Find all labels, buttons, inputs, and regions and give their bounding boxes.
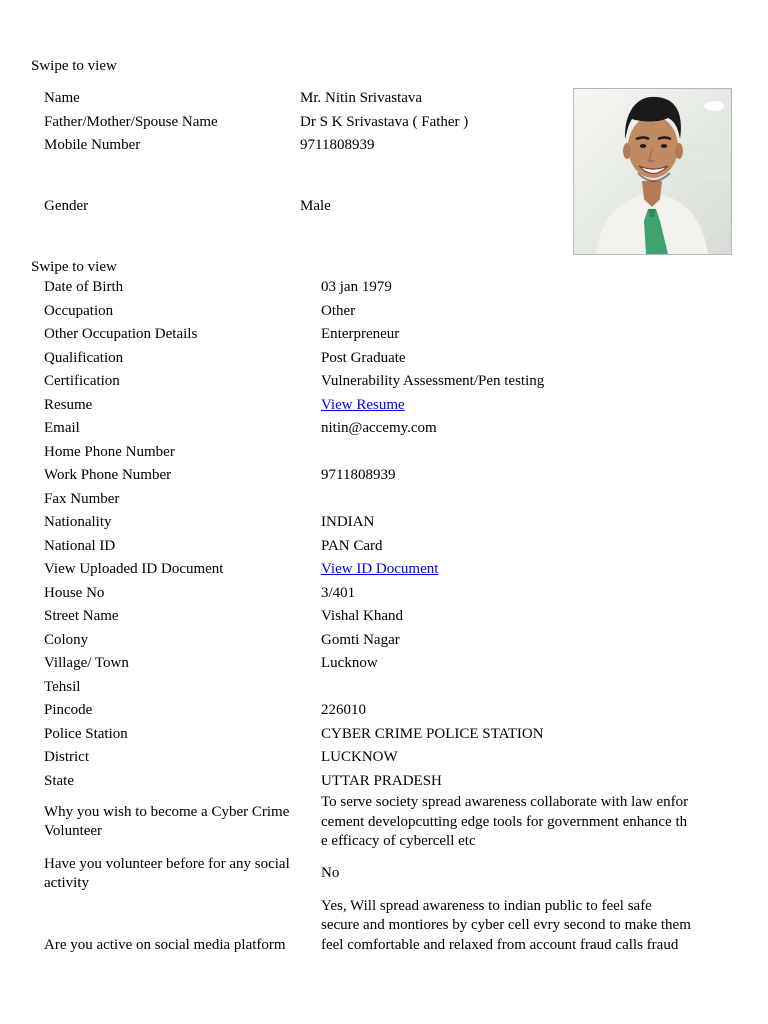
state-value: UTTAR PRADESH [321, 772, 442, 789]
table-row [44, 134, 562, 158]
district-value: LUCKNOW [321, 749, 398, 765]
table-row [44, 488, 731, 512]
swipe-hint: Swipe to view [31, 58, 117, 74]
occupation-label: Occupation [44, 302, 114, 319]
name-value: Mr. Nitin Srivastava [300, 90, 423, 106]
dob-label: Date of Birth [44, 279, 124, 295]
qualification-value: Post Graduate [321, 349, 406, 366]
view-resume-link[interactable]: View Resume [321, 396, 405, 413]
spacer-row [44, 158, 562, 196]
home-phone-value [321, 441, 731, 465]
occupation-value: Other [321, 302, 356, 319]
table-row [44, 347, 731, 371]
pincode-value: 226010 [321, 702, 366, 718]
guardian-name-label: Father/Mother/Spouse Name [44, 113, 218, 130]
tehsil-label: Tehsil [44, 678, 81, 695]
table-row [44, 605, 731, 629]
why-volunteer-value-line2: cement developcutting edge tools for government enhance th [321, 813, 688, 830]
table-row [44, 370, 731, 394]
certification-label: Certification [44, 373, 120, 389]
mobile-label: Mobile Number [44, 137, 141, 153]
social-media-value [321, 894, 731, 956]
table-row [44, 511, 731, 535]
name-label: Name [44, 90, 80, 106]
table-row [44, 746, 731, 770]
why-volunteer-label-line2: Volunteer [44, 823, 103, 840]
table-row [44, 582, 731, 606]
table-row [44, 323, 731, 347]
why-volunteer-label [44, 793, 321, 852]
table-row [44, 111, 562, 135]
volunteer-before-label-line1: Have you volunteer before for any social [44, 855, 290, 872]
work-phone-label: Work Phone Number [44, 467, 172, 483]
national-id-value: PAN Card [321, 537, 383, 554]
village-value: Lucknow [321, 655, 378, 671]
qualification-label: Qualification [44, 349, 124, 366]
table-row [44, 276, 731, 300]
colony-value: Gomti Nagar [321, 631, 400, 648]
guardian-name-value: Dr S K Srivastava ( Father ) [300, 113, 469, 130]
state-label: State [44, 772, 74, 789]
table-row [44, 793, 731, 852]
fax-value [321, 488, 731, 512]
id-document-label: View Uploaded ID Document [44, 561, 224, 577]
table-row [44, 852, 731, 894]
why-volunteer-value-line1: To serve society spread awareness collaborate with law enfor [321, 794, 689, 810]
volunteer-before-label [44, 852, 321, 894]
fax-label: Fax Number [44, 490, 120, 507]
resume-label: Resume [44, 396, 93, 413]
table-row [44, 87, 562, 111]
table-row [44, 723, 731, 747]
mobile-value: 9711808939 [300, 137, 375, 153]
email-value: nitin@accemy.com [321, 420, 437, 436]
table-row [44, 417, 731, 441]
tehsil-value [321, 676, 731, 700]
gender-label: Gender [44, 198, 89, 214]
street-label: Street Name [44, 608, 119, 624]
pincode-label: Pincode [44, 702, 93, 718]
colony-label: Colony [44, 631, 89, 648]
why-volunteer-value-line3: e efficacy of cybercell etc [321, 833, 476, 849]
table-row [44, 629, 731, 653]
certification-value: Vulnerability Assessment/Pen testing [321, 373, 545, 389]
work-phone-value: 9711808939 [321, 467, 396, 483]
why-volunteer-label-line1: Why you wish to become a Cyber Crime [44, 803, 290, 820]
table-row [44, 464, 731, 488]
police-station-label: Police Station [44, 725, 128, 742]
volunteer-before-value: No [321, 865, 340, 882]
table-row [44, 770, 731, 794]
other-occupation-value: Enterpreneur [321, 326, 400, 342]
social-media-label: Are you active on social media platform [44, 937, 286, 953]
table-row [44, 441, 731, 465]
nationality-label: Nationality [44, 514, 112, 530]
street-value: Vishal Khand [321, 608, 404, 624]
table-row [44, 195, 562, 219]
dob-value: 03 jan 1979 [321, 279, 392, 295]
table-row [44, 558, 731, 582]
nationality-value: INDIAN [321, 514, 375, 530]
profile-photo [573, 88, 732, 255]
basic-info-table [44, 87, 562, 219]
table-row [44, 676, 731, 700]
details-table [44, 276, 731, 955]
gender-value: Male [300, 198, 331, 214]
police-station-value: CYBER CRIME POLICE STATION [321, 725, 544, 742]
social-media-value-line3: feel comfortable and relaxed from account fraud calls fraud [321, 936, 679, 953]
volunteer-before-label-line2: activity [44, 875, 89, 891]
table-row [44, 894, 731, 956]
other-occupation-label: Other Occupation Details [44, 326, 198, 342]
table-row [44, 300, 731, 324]
swipe-hint-2: Swipe to view [31, 259, 117, 275]
email-label: Email [44, 420, 80, 436]
village-label: Village/ Town [44, 655, 129, 671]
table-row [44, 699, 731, 723]
district-label: District [44, 749, 89, 765]
social-media-value-line2: secure and montiores by cyber cell evry second to make them [321, 917, 691, 933]
social-media-value-line1: Yes, Will spread awareness to indian public to feel safe [321, 897, 652, 914]
view-id-document-link[interactable]: View ID Document [321, 561, 439, 577]
profile-photo-image [574, 89, 731, 254]
table-row [44, 394, 731, 418]
table-row [44, 535, 731, 559]
national-id-label: National ID [44, 537, 116, 554]
table-row [44, 652, 731, 676]
home-phone-label: Home Phone Number [44, 443, 175, 460]
house-no-value: 3/401 [321, 584, 356, 601]
house-no-label: House No [44, 584, 105, 601]
why-volunteer-value [321, 793, 731, 852]
